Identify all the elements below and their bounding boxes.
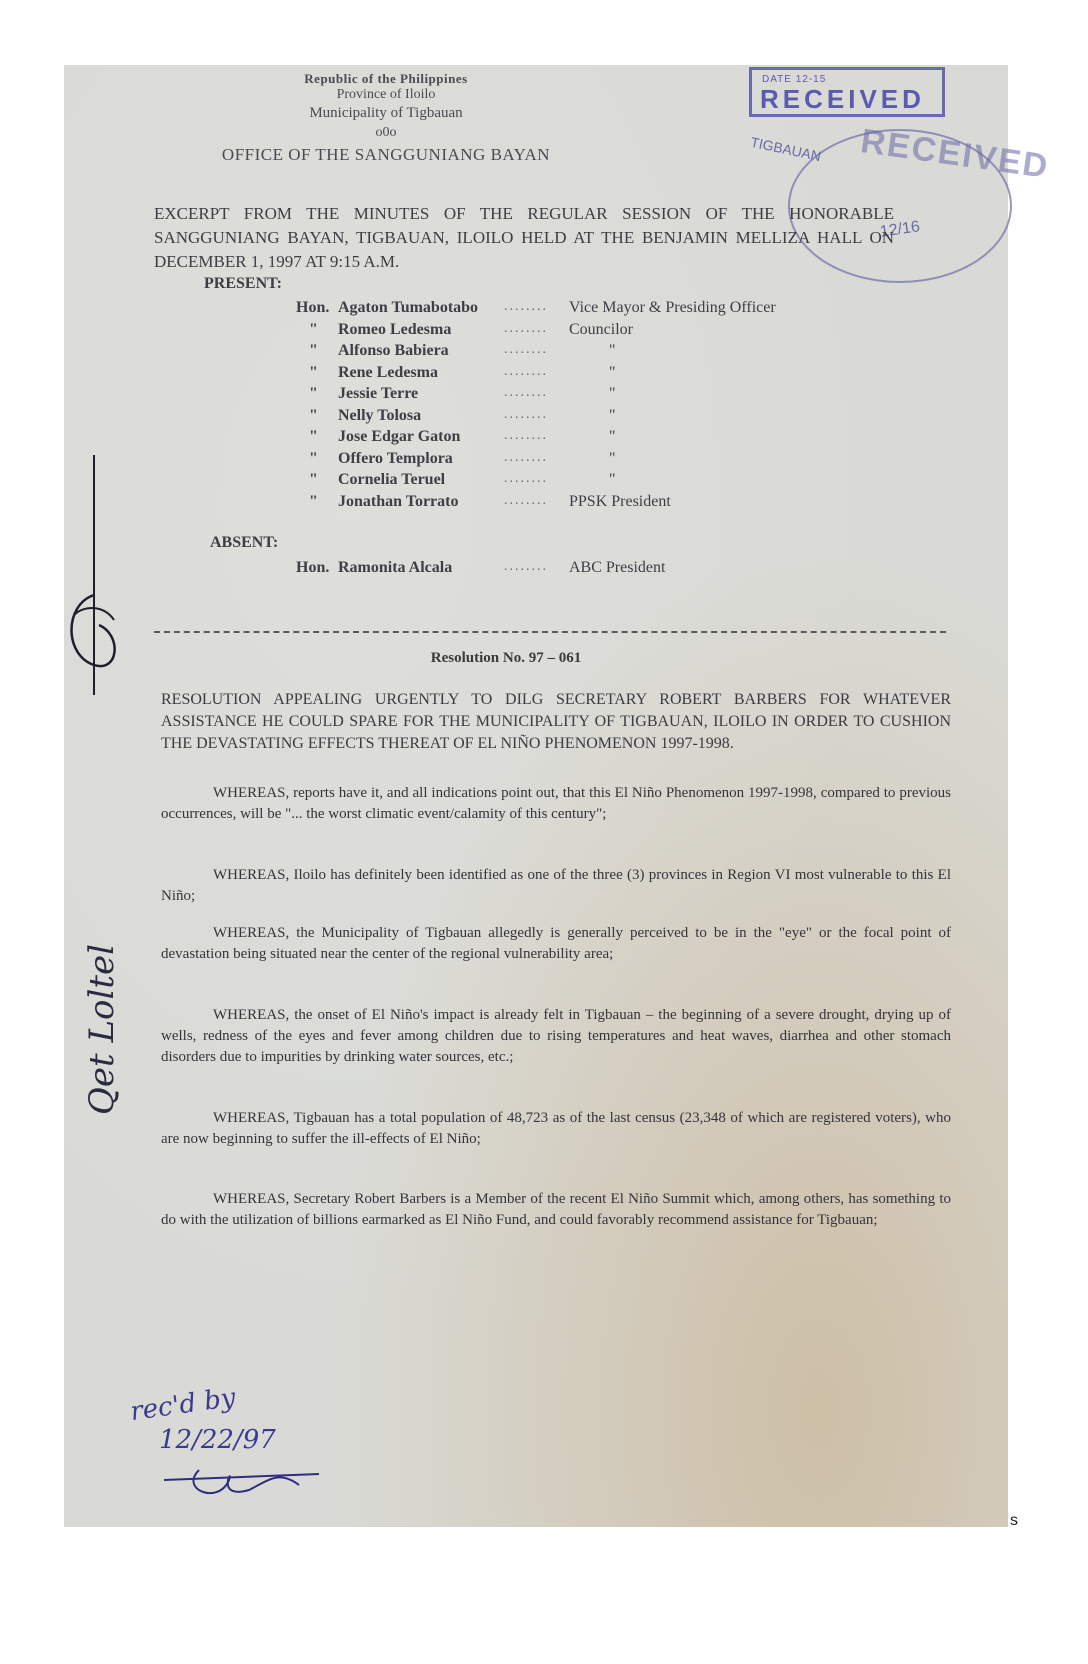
whereas-paragraph: WHEREAS, the onset of El Niño's impact is already felt in Tigbauan – the beginning of a severe drought, drying up of wells, redness of the eyes and fever among children due to rising temperatures and heat waves, diarrhea and other stomach disorders due to impurities by drinking water sources, etc.;	[161, 1007, 951, 1065]
member-role: "	[609, 385, 616, 402]
member-prefix: "	[309, 342, 318, 359]
header-republic: Republic of the Philippines	[304, 71, 468, 86]
member-prefix: "	[309, 449, 318, 467]
handwritten-initials-scribble	[159, 1460, 359, 1510]
header-municipality: Municipality of Tigbauan	[309, 105, 463, 121]
margin-mark: s	[1010, 1512, 1018, 1529]
member-role: "	[609, 342, 616, 359]
header-province: Province of Iloilo	[336, 87, 436, 102]
received-stamp-date: DATE 12-15	[762, 74, 827, 85]
handwritten-date: 12/22/97	[159, 1425, 276, 1455]
leader-dots: ........	[504, 428, 548, 443]
received-stamp-label: RECEIVED	[760, 84, 925, 114]
absent-label: ABSENT:	[210, 534, 279, 551]
member-name: Ramonita Alcala	[338, 559, 453, 576]
member-name: Nelly Tolosa	[338, 406, 422, 424]
received-stamp-box	[749, 67, 945, 117]
member-prefix: "	[309, 320, 318, 338]
member-role: "	[609, 363, 616, 381]
member-name: Romeo Ledesma	[338, 320, 452, 338]
circle-stamp-date: 12/16	[878, 218, 921, 241]
leader-dots: ........	[504, 320, 548, 336]
leader-dots: ........	[504, 299, 548, 314]
member-role: "	[609, 406, 616, 424]
member-role: Councilor	[569, 320, 633, 338]
member-role: ABC President	[569, 559, 666, 576]
header-ornament: o0o	[375, 125, 397, 140]
member-role: "	[609, 449, 616, 467]
dashed-divider	[154, 631, 946, 633]
whereas-paragraph: WHEREAS, Iloilo has definitely been identified as one of the three (3) provinces in Region VI most vulnerable to this El Niño;	[161, 867, 951, 904]
member-prefix: Hon.	[296, 559, 330, 576]
resolution-number: Resolution No. 97 – 061	[430, 650, 582, 666]
handwritten-received-note: rec'd by	[128, 1382, 238, 1428]
circle-stamp-label: RECEIVED	[858, 121, 1052, 187]
member-role: PPSK President	[569, 492, 671, 510]
member-prefix: Hon.	[296, 299, 330, 316]
member-prefix: "	[309, 492, 318, 510]
member-name: Jose Edgar Gaton	[338, 428, 461, 445]
leader-dots: ........	[504, 492, 548, 508]
present-label: PRESENT:	[204, 275, 282, 292]
member-name: Alfonso Babiera	[338, 342, 449, 359]
resolution-title: RESOLUTION APPEALING URGENTLY TO DILG SECRETARY ROBERT BARBERS FOR WHATEVER ASSISTANCE HE COULD SPARE FOR THE MUNICIPALITY OF TIGBAUAN, ILOILO IN ORDER TO CUSHION THE DEVASTATING EFFECTS THEREAT OF EL NIÑO PHENOMENON 1997-1998.	[161, 691, 951, 752]
member-role: "	[609, 428, 616, 445]
member-prefix: "	[309, 385, 318, 402]
leader-dots: ........	[504, 449, 548, 465]
header-office: OFFICE OF THE SANGGUNIANG BAYAN	[221, 145, 551, 164]
member-name: Rene Ledesma	[338, 363, 438, 381]
member-name: Agaton Tumabotabo	[338, 299, 479, 316]
whereas-paragraph: WHEREAS, Tigbauan has a total population of 48,723 as of the last census (23,348 of which are registered voters), who are now beginning to suffer the ill-effects of El Niño;	[161, 1110, 951, 1147]
margin-handwritten-signature: Qet Loltel	[82, 943, 122, 1115]
member-role: "	[609, 471, 616, 488]
leader-dots: ........	[504, 342, 548, 357]
leader-dots: ........	[504, 363, 548, 379]
member-role: Vice Mayor & Presiding Officer	[569, 299, 776, 316]
member-prefix: "	[309, 471, 318, 488]
margin-signature-scribble	[64, 445, 124, 705]
member-name: Cornelia Teruel	[338, 471, 446, 488]
member-prefix: "	[309, 428, 318, 445]
member-prefix: "	[309, 363, 318, 381]
whereas-paragraph: WHEREAS, the Municipality of Tigbauan allegedly is generally perceived to be in the "eye" or the focal point of devastation being situated near the center of the regional vulnerability area;	[161, 925, 951, 962]
whereas-paragraph: WHEREAS, reports have it, and all indications point out, that this El Niño Phenomenon 1997-1998, compared to previous occurrences, will be "... the worst climatic event/calamity of this century";	[161, 785, 951, 822]
leader-dots: ........	[504, 471, 548, 486]
member-prefix: "	[309, 406, 318, 424]
member-name: Jessie Terre	[338, 385, 419, 402]
leader-dots: ........	[504, 406, 548, 422]
leader-dots: ........	[504, 385, 548, 400]
member-name: Jonathan Torrato	[338, 492, 459, 510]
whereas-paragraph: WHEREAS, Secretary Robert Barbers is a Member of the recent El Niño Summit which, among others, has something to do with the utilization of billions earmarked as El Niño Fund, and could favorably recommend assistance for Tigbauan;	[161, 1191, 951, 1228]
scanned-document-page	[64, 65, 1052, 1527]
member-name: Offero Templora	[338, 449, 453, 467]
leader-dots: ........	[504, 559, 548, 574]
minutes-excerpt: EXCERPT FROM THE MINUTES OF THE REGULAR SESSION OF THE HONORABLE SANGGUNIANG BAYAN, TIGBAUAN, ILOILO HELD AT THE BENJAMIN MELLIZA HALL ON DECEMBER 1, 1997 AT 9:15 A.M.	[154, 204, 894, 271]
circle-stamp-office: TIGBAUAN	[749, 133, 823, 165]
